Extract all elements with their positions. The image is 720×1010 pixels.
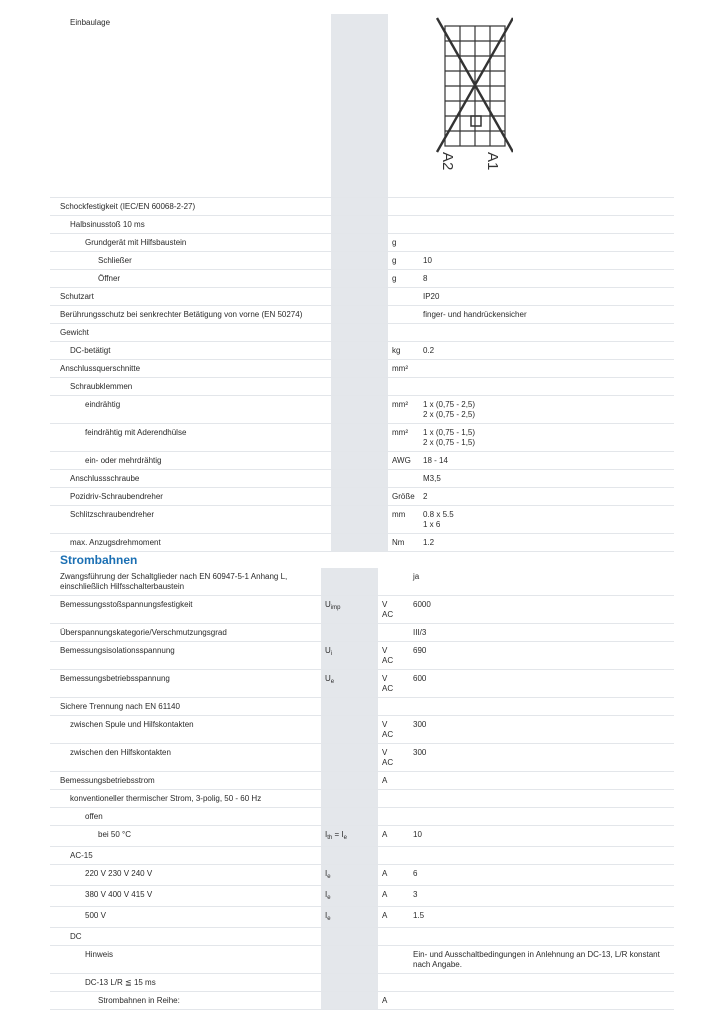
spec-symbol: $U_e$	[321, 670, 378, 698]
spec-symbol	[321, 568, 378, 596]
spec-unit: g	[388, 234, 419, 252]
spec-value: 10	[409, 826, 674, 847]
spec-value: 18 - 14	[419, 452, 674, 470]
spec-value: 1 x (0,75 - 1,5) 2 x (0,75 - 1,5)	[419, 424, 674, 452]
spec-unit	[378, 808, 409, 826]
specs-table-strombahnen	[50, 568, 674, 1010]
spec-symbol	[321, 946, 378, 974]
spec-row	[50, 808, 674, 826]
spec-row	[50, 452, 674, 470]
spec-value	[419, 324, 674, 342]
spec-row	[50, 865, 674, 886]
spec-row	[50, 596, 674, 624]
spec-row	[50, 716, 674, 744]
spec-row	[50, 396, 674, 424]
spec-unit: g	[388, 270, 419, 288]
spec-value: 300	[409, 744, 674, 772]
spec-value	[409, 992, 674, 1010]
spec-symbol	[331, 324, 388, 342]
spec-value: 6	[409, 865, 674, 886]
spec-unit: mm²	[388, 360, 419, 378]
spec-value	[419, 360, 674, 378]
spec-label: Überspannungskategorie/Verschmutzungsgrad	[50, 624, 321, 642]
spec-symbol	[331, 198, 388, 216]
spec-unit	[388, 324, 419, 342]
section-title-strombahnen: Strombahnen	[60, 553, 138, 567]
terminal-label-a2: A2	[439, 152, 456, 171]
spec-unit: A	[378, 992, 409, 1010]
spec-unit: kg	[388, 342, 419, 360]
spec-label: Schlitzschraubendreher	[50, 506, 331, 534]
spec-label: Bemessungsstoßspannungsfestigkeit	[50, 596, 321, 624]
spec-unit: AWG	[388, 452, 419, 470]
spec-row	[50, 886, 674, 907]
spec-label: Schockfestigkeit (IEC/EN 60068-2-27)	[50, 198, 331, 216]
spec-unit: V AC	[378, 642, 409, 670]
spec-symbol	[331, 14, 388, 198]
spec-symbol	[321, 698, 378, 716]
specs-table-mechanical	[50, 14, 674, 552]
spec-label: ein- oder mehrdrähtig	[50, 452, 331, 470]
spec-row	[50, 288, 674, 306]
spec-label: bei 50 °C	[50, 826, 321, 847]
spec-label: Anschlussschraube	[50, 470, 331, 488]
spec-value	[409, 790, 674, 808]
spec-label: Bemessungsbetriebsstrom	[50, 772, 321, 790]
spec-value: 8	[419, 270, 674, 288]
spec-label: 500 V	[50, 907, 321, 928]
spec-label: DC	[50, 928, 321, 946]
spec-value	[409, 698, 674, 716]
spec-symbol	[331, 270, 388, 288]
spec-symbol	[321, 847, 378, 865]
spec-value: III/3	[409, 624, 674, 642]
spec-label: Bemessungsbetriebsspannung	[50, 670, 321, 698]
spec-value	[419, 198, 674, 216]
spec-label: konventioneller thermischer Strom, 3-polig, 50 - 60 Hz	[50, 790, 321, 808]
spec-value	[409, 772, 674, 790]
spec-unit	[378, 946, 409, 974]
spec-symbol: $I_e$	[321, 886, 378, 907]
spec-label: feindrähtig mit Aderendhülse	[50, 424, 331, 452]
spec-value: 6000	[409, 596, 674, 624]
spec-symbol	[321, 744, 378, 772]
spec-row	[50, 992, 674, 1010]
spec-row	[50, 424, 674, 452]
spec-label: Zwangsführung der Schaltglieder nach EN 60947-5-1 Anhang L, einschließlich Hilfsschalterbaustein	[50, 568, 321, 596]
spec-row	[50, 270, 674, 288]
spec-symbol	[331, 342, 388, 360]
spec-label: 220 V 230 V 240 V	[50, 865, 321, 886]
spec-value: M3,5	[419, 470, 674, 488]
spec-unit	[388, 198, 419, 216]
spec-row	[50, 324, 674, 342]
spec-unit	[388, 378, 419, 396]
spec-symbol	[321, 808, 378, 826]
spec-row	[50, 198, 674, 216]
spec-label: DC-13 L/R ≦ 15 ms	[50, 974, 321, 992]
spec-unit: V AC	[378, 670, 409, 698]
spec-row	[50, 14, 674, 198]
spec-row	[50, 772, 674, 790]
spec-label: Strombahnen in Reihe:	[50, 992, 321, 1010]
spec-symbol	[321, 974, 378, 992]
spec-unit: A	[378, 907, 409, 928]
spec-unit: mm²	[388, 424, 419, 452]
spec-unit: Größe	[388, 488, 419, 506]
spec-unit	[388, 470, 419, 488]
spec-unit	[378, 568, 409, 596]
spec-label: Anschlussquerschnitte	[50, 360, 331, 378]
spec-row	[50, 907, 674, 928]
spec-label: eindrähtig	[50, 396, 331, 424]
spec-value	[419, 216, 674, 234]
spec-unit	[378, 847, 409, 865]
spec-row	[50, 534, 674, 552]
spec-row	[50, 216, 674, 234]
spec-row	[50, 744, 674, 772]
spec-row	[50, 974, 674, 992]
spec-symbol	[331, 360, 388, 378]
spec-value: IP20	[419, 288, 674, 306]
spec-label: 380 V 400 V 415 V	[50, 886, 321, 907]
spec-unit: V AC	[378, 596, 409, 624]
spec-unit	[378, 624, 409, 642]
spec-value: 690	[409, 642, 674, 670]
spec-unit: A	[378, 865, 409, 886]
spec-value	[409, 847, 674, 865]
spec-label: AC-15	[50, 847, 321, 865]
spec-unit: V AC	[378, 744, 409, 772]
spec-value	[419, 234, 674, 252]
spec-label: Pozidriv-Schraubendreher	[50, 488, 331, 506]
spec-value	[409, 808, 674, 826]
spec-label: Berührungsschutz bei senkrechter Betätigung von vorne (EN 50274)	[50, 306, 331, 324]
spec-row	[50, 234, 674, 252]
spec-symbol	[331, 216, 388, 234]
spec-value: Ein- und Ausschaltbedingungen in Anlehnung an DC-13, L/R konstant nach Angabe.	[409, 946, 674, 974]
spec-value: 1 x (0,75 - 2,5) 2 x (0,75 - 2,5)	[419, 396, 674, 424]
spec-row	[50, 488, 674, 506]
spec-row	[50, 642, 674, 670]
spec-symbol	[331, 534, 388, 552]
spec-value	[419, 14, 674, 198]
spec-symbol	[331, 452, 388, 470]
spec-symbol	[331, 288, 388, 306]
spec-label: Einbaulage	[50, 14, 331, 198]
spec-unit	[388, 216, 419, 234]
spec-row	[50, 378, 674, 396]
spec-unit: V AC	[378, 716, 409, 744]
spec-symbol: $I_e$	[321, 865, 378, 886]
spec-label: zwischen den Hilfskontakten	[50, 744, 321, 772]
spec-value: 10	[419, 252, 674, 270]
spec-symbol	[331, 470, 388, 488]
spec-row	[50, 698, 674, 716]
spec-symbol	[321, 928, 378, 946]
spec-label: Bemessungsisolationsspannung	[50, 642, 321, 670]
spec-row	[50, 790, 674, 808]
spec-symbol	[321, 716, 378, 744]
spec-symbol	[331, 396, 388, 424]
spec-value: 600	[409, 670, 674, 698]
spec-row	[50, 506, 674, 534]
spec-symbol	[331, 378, 388, 396]
spec-label: Grundgerät mit Hilfsbaustein	[50, 234, 331, 252]
spec-symbol	[321, 790, 378, 808]
spec-label: Schutzart	[50, 288, 331, 306]
spec-label: DC-betätigt	[50, 342, 331, 360]
spec-unit	[388, 306, 419, 324]
spec-row	[50, 946, 674, 974]
spec-row	[50, 342, 674, 360]
spec-row	[50, 470, 674, 488]
spec-label: offen	[50, 808, 321, 826]
spec-label: Öffner	[50, 270, 331, 288]
spec-unit: Nm	[388, 534, 419, 552]
spec-unit: A	[378, 772, 409, 790]
spec-symbol	[331, 234, 388, 252]
spec-unit	[378, 790, 409, 808]
spec-unit: A	[378, 886, 409, 907]
spec-symbol: $U_{imp}$	[321, 596, 378, 624]
spec-unit: A	[378, 826, 409, 847]
spec-value: 3	[409, 886, 674, 907]
spec-row	[50, 568, 674, 596]
spec-symbol	[331, 506, 388, 534]
spec-label: zwischen Spule und Hilfskontakten	[50, 716, 321, 744]
spec-row	[50, 252, 674, 270]
spec-value: 2	[419, 488, 674, 506]
spec-symbol	[331, 306, 388, 324]
spec-label: Halbsinusstoß 10 ms	[50, 216, 331, 234]
spec-unit	[378, 974, 409, 992]
spec-value: 0.2	[419, 342, 674, 360]
spec-row	[50, 928, 674, 946]
spec-value: 300	[409, 716, 674, 744]
spec-value: finger- und handrückensicher	[419, 306, 674, 324]
spec-symbol: $I_e$	[321, 907, 378, 928]
spec-row	[50, 670, 674, 698]
spec-unit	[388, 288, 419, 306]
spec-value: ja	[409, 568, 674, 596]
spec-symbol	[331, 252, 388, 270]
spec-row	[50, 847, 674, 865]
spec-label: Schließer	[50, 252, 331, 270]
spec-unit: mm	[388, 506, 419, 534]
spec-unit	[378, 928, 409, 946]
spec-symbol	[331, 488, 388, 506]
mounting-position-diagram	[433, 16, 513, 176]
spec-value: 1.5	[409, 907, 674, 928]
spec-label: Schraubklemmen	[50, 378, 331, 396]
spec-label: Gewicht	[50, 324, 331, 342]
spec-label: max. Anzugsdrehmoment	[50, 534, 331, 552]
spec-symbol: $U_i$	[321, 642, 378, 670]
spec-symbol: $I_{th} = I_e$	[321, 826, 378, 847]
spec-unit	[388, 14, 419, 198]
spec-label: Sichere Trennung nach EN 61140	[50, 698, 321, 716]
spec-symbol	[321, 992, 378, 1010]
spec-value	[409, 974, 674, 992]
spec-unit: g	[388, 252, 419, 270]
spec-value: 1.2	[419, 534, 674, 552]
spec-value	[419, 378, 674, 396]
spec-row	[50, 306, 674, 324]
spec-unit: mm²	[388, 396, 419, 424]
spec-symbol	[321, 624, 378, 642]
spec-label: Hinweis	[50, 946, 321, 974]
spec-symbol	[331, 424, 388, 452]
spec-value: 0.8 x 5.5 1 x 6	[419, 506, 674, 534]
spec-row	[50, 624, 674, 642]
spec-row	[50, 826, 674, 847]
spec-row	[50, 360, 674, 378]
spec-value	[409, 928, 674, 946]
spec-symbol	[321, 772, 378, 790]
spec-unit	[378, 698, 409, 716]
terminal-label-a1: A1	[484, 152, 501, 171]
